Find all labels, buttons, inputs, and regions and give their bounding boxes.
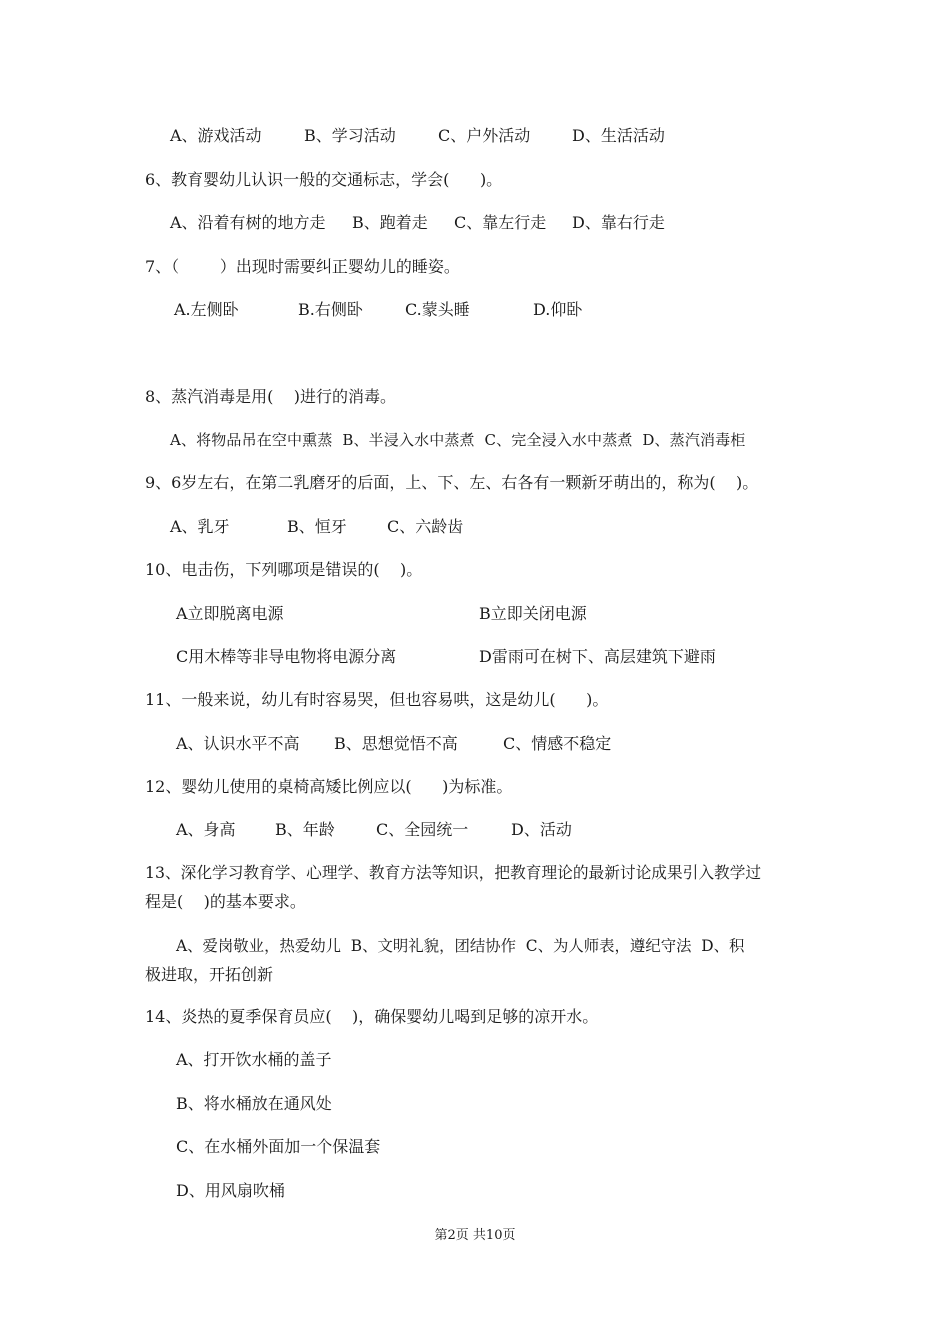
q10-option-a: A立即脱离电源 <box>176 604 284 623</box>
q7-option-d: D.仰卧 <box>533 300 583 319</box>
q7-stem: 7、（ ）出现时需要纠正婴幼儿的睡姿。 <box>145 257 460 276</box>
q6-option-c: C、靠左行走 <box>454 213 547 232</box>
q11-option-c: C、情感不稳定 <box>503 734 612 753</box>
q14-option-c: C、在水桶外面加一个保温套 <box>176 1137 381 1156</box>
q14-option-a: A、打开饮水桶的盖子 <box>176 1050 332 1069</box>
q14-option-b: B、将水桶放在通风处 <box>176 1094 332 1113</box>
q5-option-b: B、学习活动 <box>304 126 396 145</box>
q11-stem: 11、一般来说，幼儿有时容易哭，但也容易哄，这是幼儿( )。 <box>145 690 609 709</box>
q14-option-d: D、用风扇吹桶 <box>176 1181 285 1200</box>
q10-option-d: D雷雨可在树下、高层建筑下避雨 <box>479 647 716 666</box>
q7-option-b: B.右侧卧 <box>298 300 363 319</box>
q13-stem-line1: 13、深化学习教育学、心理学、教育方法等知识，把教育理论的最新讨论成果引入教学过 <box>145 863 762 882</box>
q9-option-b: B、恒牙 <box>287 517 347 536</box>
q6-option-a: A、沿着有树的地方走 <box>170 213 326 232</box>
q5-option-d: D、生活活动 <box>572 126 665 145</box>
q11-option-a: A、认识水平不高 <box>176 734 300 753</box>
q9-option-c: C、六龄齿 <box>387 517 464 536</box>
q12-option-c: C、全园统一 <box>376 820 469 839</box>
q7-option-c: C.蒙头睡 <box>405 300 470 319</box>
q8-stem: 8、蒸汽消毒是用( )进行的消毒。 <box>145 387 397 406</box>
q12-option-b: B、年龄 <box>275 820 335 839</box>
q12-option-d: D、活动 <box>511 820 572 839</box>
q12-option-a: A、身高 <box>176 820 236 839</box>
q10-option-b: B立即关闭电源 <box>479 604 587 623</box>
q7-option-a: A.左侧卧 <box>174 300 239 319</box>
q6-option-b: B、跑着走 <box>352 213 428 232</box>
q6-option-d: D、靠右行走 <box>572 213 665 232</box>
q9-option-a: A、乳牙 <box>170 517 230 536</box>
q11-option-b: B、思想觉悟不高 <box>334 734 458 753</box>
q13-options-line2: 极进取，开拓创新 <box>145 965 274 984</box>
q12-stem: 12、婴幼儿使用的桌椅高矮比例应以( )为标准。 <box>145 777 513 796</box>
q10-option-c: C用木棒等非导电物将电源分离 <box>176 647 397 666</box>
q6-stem: 6、教育婴幼儿认识一般的交通标志，学会( )。 <box>145 170 503 189</box>
q5-option-a: A、游戏活动 <box>170 126 262 145</box>
q14-stem: 14、炎热的夏季保育员应( )，确保婴幼儿喝到足够的凉开水。 <box>145 1007 599 1026</box>
q5-option-c: C、户外活动 <box>438 126 531 145</box>
q10-stem: 10、电击伤，下列哪项是错误的( )。 <box>145 560 423 579</box>
q8-options: A、将物品吊在空中熏蒸 B、半浸入水中蒸煮 C、完全浸入水中蒸煮 D、蒸汽消毒柜 <box>170 431 746 449</box>
q13-stem-line2: 程是( )的基本要求。 <box>145 892 306 911</box>
page-number-footer: 第2页 共10页 <box>434 1228 516 1243</box>
q13-options-line1: A、爱岗敬业，热爱幼儿 B、文明礼貌，团结协作 C、为人师表，遵纪守法 D、积 <box>176 937 745 955</box>
q9-stem: 9、6岁左右，在第二乳磨牙的后面，上、下、左、右各有一颗新牙萌出的，称为( )。 <box>145 473 759 492</box>
